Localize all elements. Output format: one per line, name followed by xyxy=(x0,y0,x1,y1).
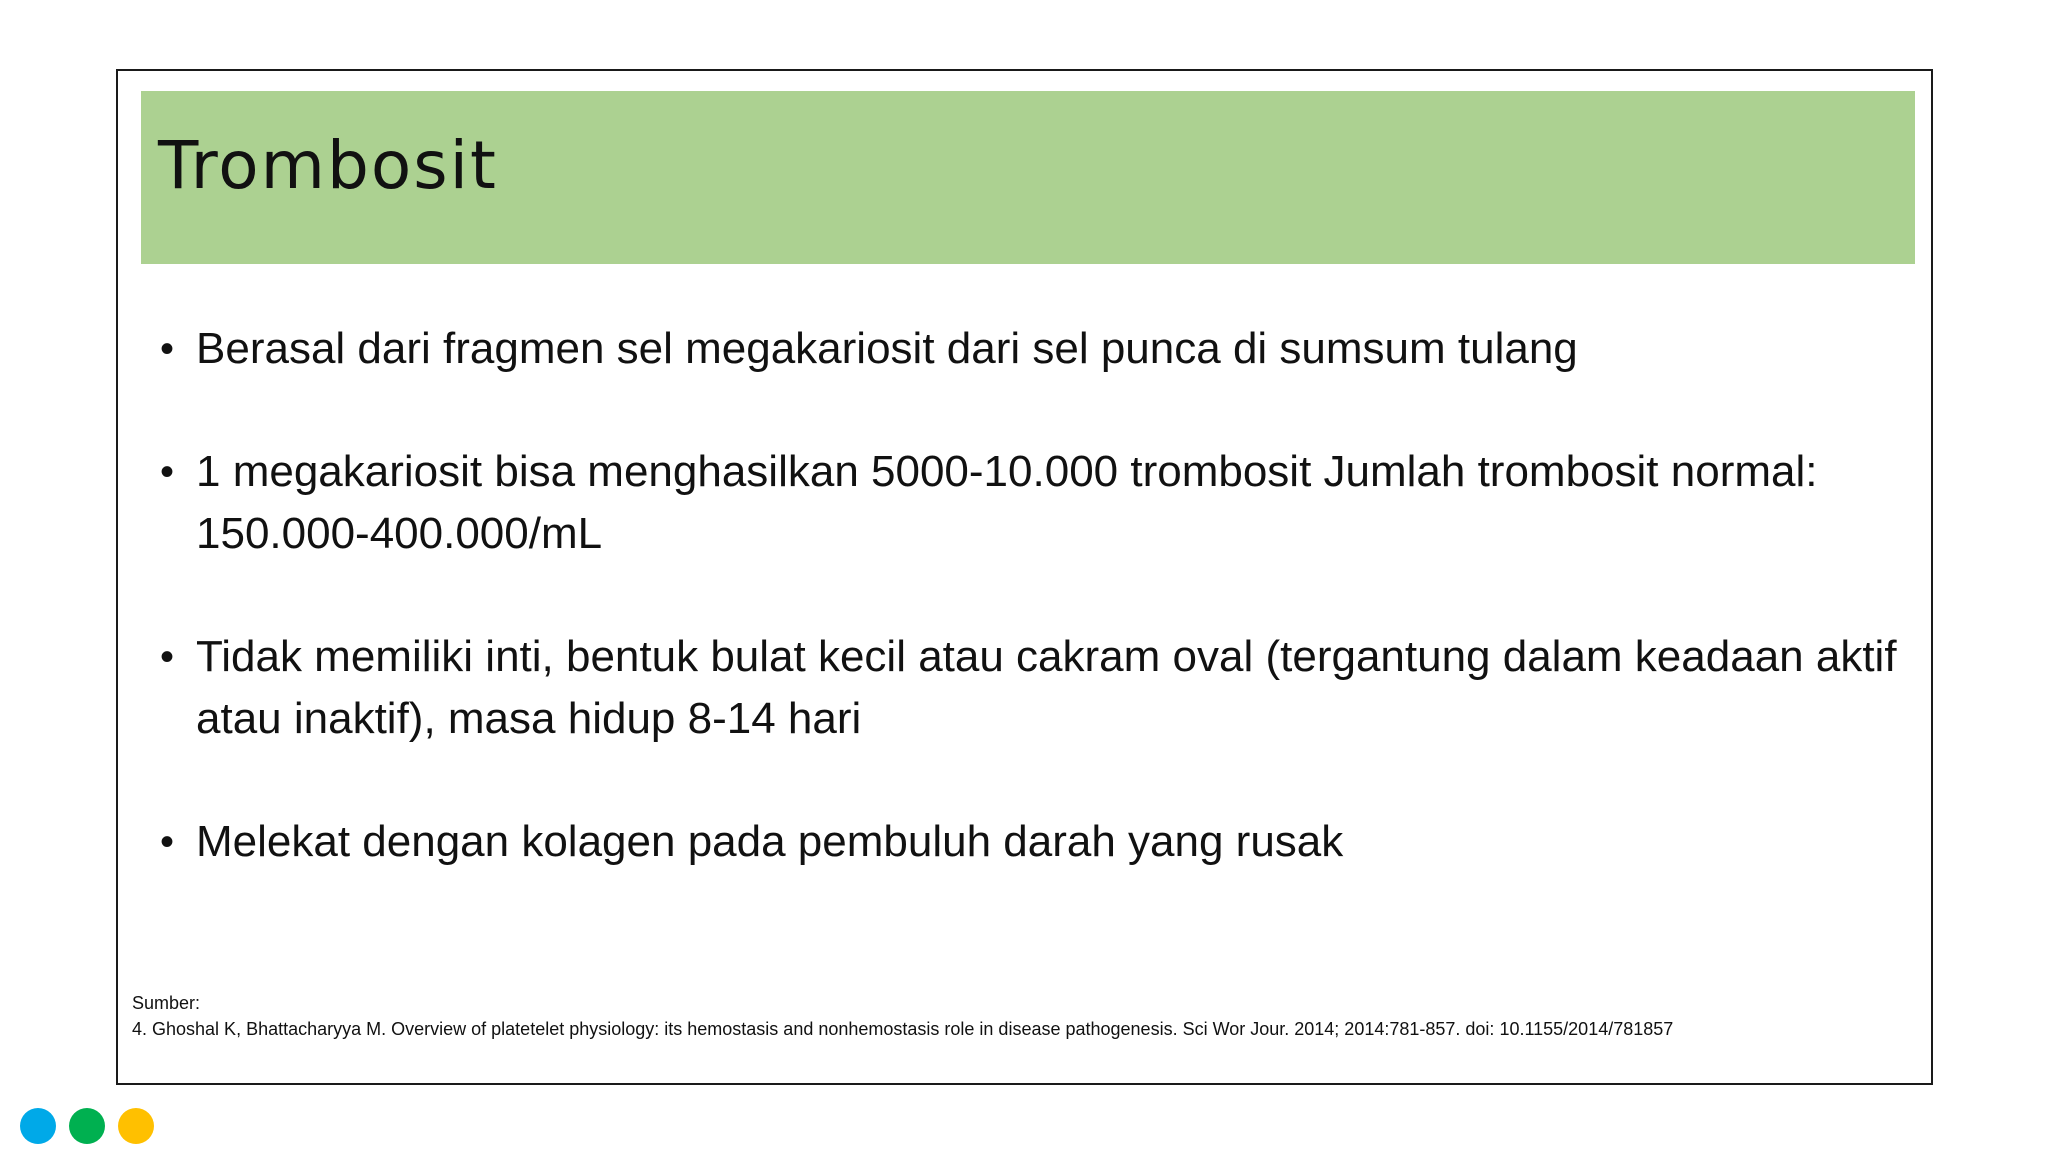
bullet-item xyxy=(160,626,1900,750)
bullet-dot-icon: • xyxy=(160,820,175,864)
slide-title: Trombosit xyxy=(158,127,498,204)
bullet-item xyxy=(160,441,1900,565)
source-citation xyxy=(132,990,1673,1042)
bullet-text: Melekat dengan kolagen pada pembuluh darah yang rusak xyxy=(196,817,1344,866)
bullet-text: Tidak memiliki inti, bentuk bulat kecil atau cakram oval (tergantung dalam keadaan aktif atau inaktif), masa hidup 8-14 hari xyxy=(196,632,1897,743)
bullet-item xyxy=(160,811,1900,873)
decorative-dots xyxy=(20,1108,154,1144)
title-bar xyxy=(141,91,1915,264)
bullet-list xyxy=(160,318,1900,873)
yellow-circle-icon xyxy=(118,1108,154,1144)
bullet-dot-icon: • xyxy=(160,450,175,494)
bullet-text: 1 megakariosit bisa menghasilkan 5000-10.000 trombosit Jumlah trombosit normal: 150.000-400.000/mL xyxy=(196,447,1818,558)
bullet-dot-icon: • xyxy=(160,327,175,371)
source-reference: 4. Ghoshal K, Bhattacharyya M. Overview of platetelet physiology: its hemostasis and nonhemostasis role in disease pathogenesis. Sci Wor Jour. 2014; 2014:781-857. doi: 10.1155/2014/781857 xyxy=(132,1019,1674,1039)
green-circle-icon xyxy=(69,1108,105,1144)
bullet-item xyxy=(160,318,1900,380)
bullet-text: Berasal dari fragmen sel megakariosit dari sel punca di sumsum tulang xyxy=(196,324,1578,373)
source-label: Sumber: xyxy=(132,993,201,1013)
blue-circle-icon xyxy=(20,1108,56,1144)
bullet-dot-icon: • xyxy=(160,635,175,679)
